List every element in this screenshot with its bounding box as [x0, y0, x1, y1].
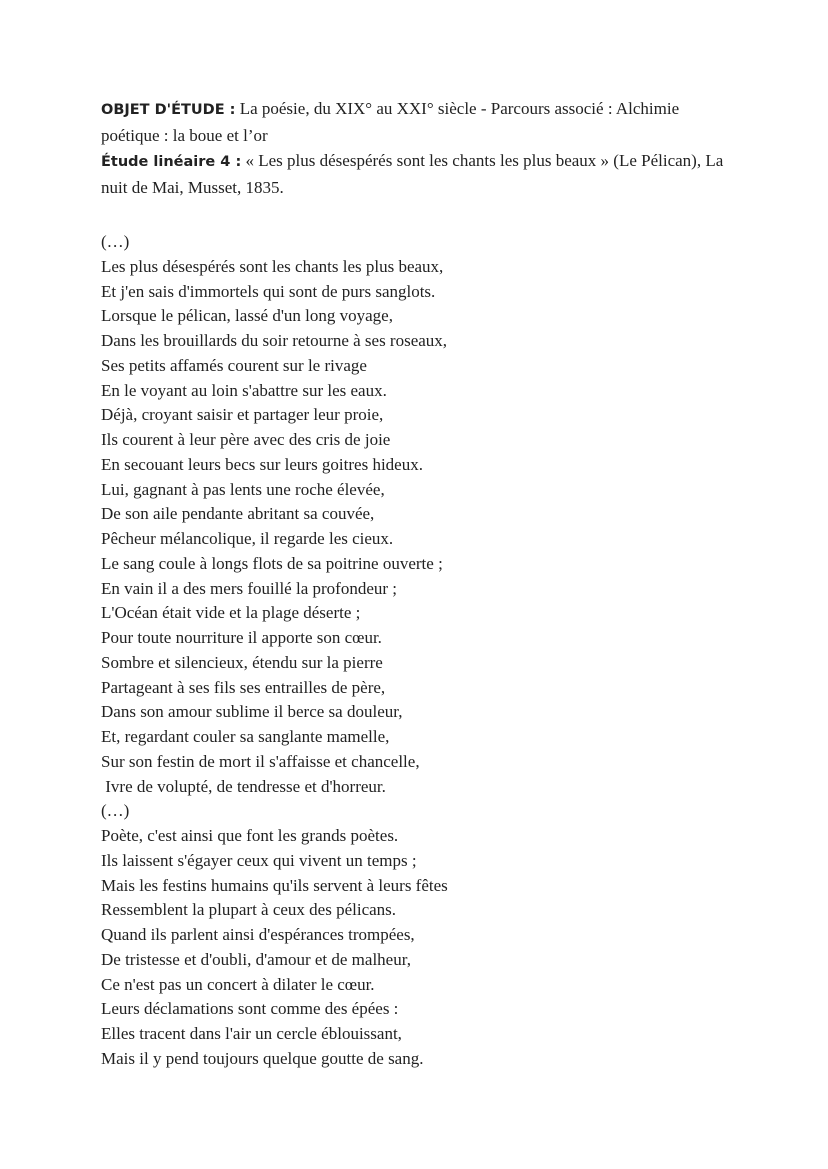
poem-line: Mais les festins humains qu'ils servent à leurs fêtes — [101, 875, 448, 895]
poem-line: En secouant leurs becs sur leurs goitres hideux. — [101, 454, 423, 474]
poem-line: Dans son amour sublime il berce sa douleur, — [101, 702, 403, 722]
poem-line: Mais il y pend toujours quelque goutte de sang. — [101, 1048, 424, 1068]
poem-line: Pour toute nourriture il apporte son cœur. — [101, 628, 382, 647]
poem-line: De son aile pendante abritant sa couvée, — [101, 504, 375, 524]
study-object-text: La poésie, du XIX° au XXI° siècle - Parcours associé : Alchimie poétique : la boue et l’or — [101, 99, 680, 145]
poem-line: Et j'en sais d'immortels qui sont de purs sanglots. — [101, 281, 436, 301]
poem-line: De tristesse et d'oubli, d'amour et de malheur, — [101, 949, 411, 969]
poem-line: (…) — [101, 232, 130, 251]
poem-line: Ressemblent la plupart à ceux des pélicans. — [101, 900, 397, 920]
poem-line: En le voyant au loin s'abattre sur les eaux. — [101, 380, 387, 400]
poem-line: Ivre de volupté, de tendresse et d'horreur. — [101, 776, 386, 796]
poem-line: Les plus désespérés sont les chants les plus beaux, — [101, 256, 444, 276]
poem-line: Déjà, croyant saisir et partager leur proie, — [101, 405, 384, 425]
poem-line: Lui, gagnant à pas lents une roche élevée, — [101, 479, 385, 499]
linear-study-paragraph — [101, 148, 741, 200]
poem-line: L'Océan était vide et la plage déserte ; — [101, 603, 361, 623]
document-header — [101, 96, 741, 200]
poem-line: Lorsque le pélican, lassé d'un long voyage, — [101, 306, 393, 326]
poem-line: Elles tracent dans l'air un cercle éblouissant, — [101, 1024, 402, 1043]
poem-line: Partageant à ses fils ses entrailles de père, — [101, 677, 386, 697]
poem-line: Sombre et silencieux, étendu sur la pierre — [101, 652, 383, 672]
poem-line: Ils courent à leur père avec des cris de joie — [101, 430, 391, 449]
linear-study-label: Étude linéaire 4 : — [101, 154, 242, 170]
poem-line: Ses petits affamés courent sur le rivage — [101, 355, 367, 375]
study-object-paragraph — [101, 96, 741, 148]
poem-line: Pêcheur mélancolique, il regarde les cieux. — [101, 529, 394, 548]
poem-line: En vain il a des mers fouillé la profondeur ; — [101, 578, 397, 598]
poem-line: (…) — [101, 801, 130, 821]
document-page — [101, 96, 741, 1072]
poem-line: Sur son festin de mort il s'affaisse et chancelle, — [101, 751, 420, 771]
study-object-label: OBJET D'ÉTUDE : — [101, 102, 236, 118]
poem-line: Dans les brouillards du soir retourne à ses roseaux, — [101, 331, 448, 350]
poem-text — [101, 230, 741, 1072]
poem-line: Quand ils parlent ainsi d'espérances trompées, — [101, 925, 415, 944]
poem-line: Et, regardant couler sa sanglante mamelle, — [101, 727, 390, 746]
poem-line: Leurs déclamations sont comme des épées : — [101, 999, 399, 1019]
poem-line: Ils laissent s'égayer ceux qui vivent un temps ; — [101, 850, 417, 870]
linear-study-text: « Les plus désespérés sont les chants les plus beaux » (Le Pélican), La nuit de Mai, Musset, 1835. — [101, 151, 724, 197]
poem-line: Ce n'est pas un concert à dilater le cœur. — [101, 974, 375, 994]
poem-line: Le sang coule à longs flots de sa poitrine ouverte ; — [101, 553, 443, 573]
poem-line: Poète, c'est ainsi que font les grands poètes. — [101, 826, 399, 845]
